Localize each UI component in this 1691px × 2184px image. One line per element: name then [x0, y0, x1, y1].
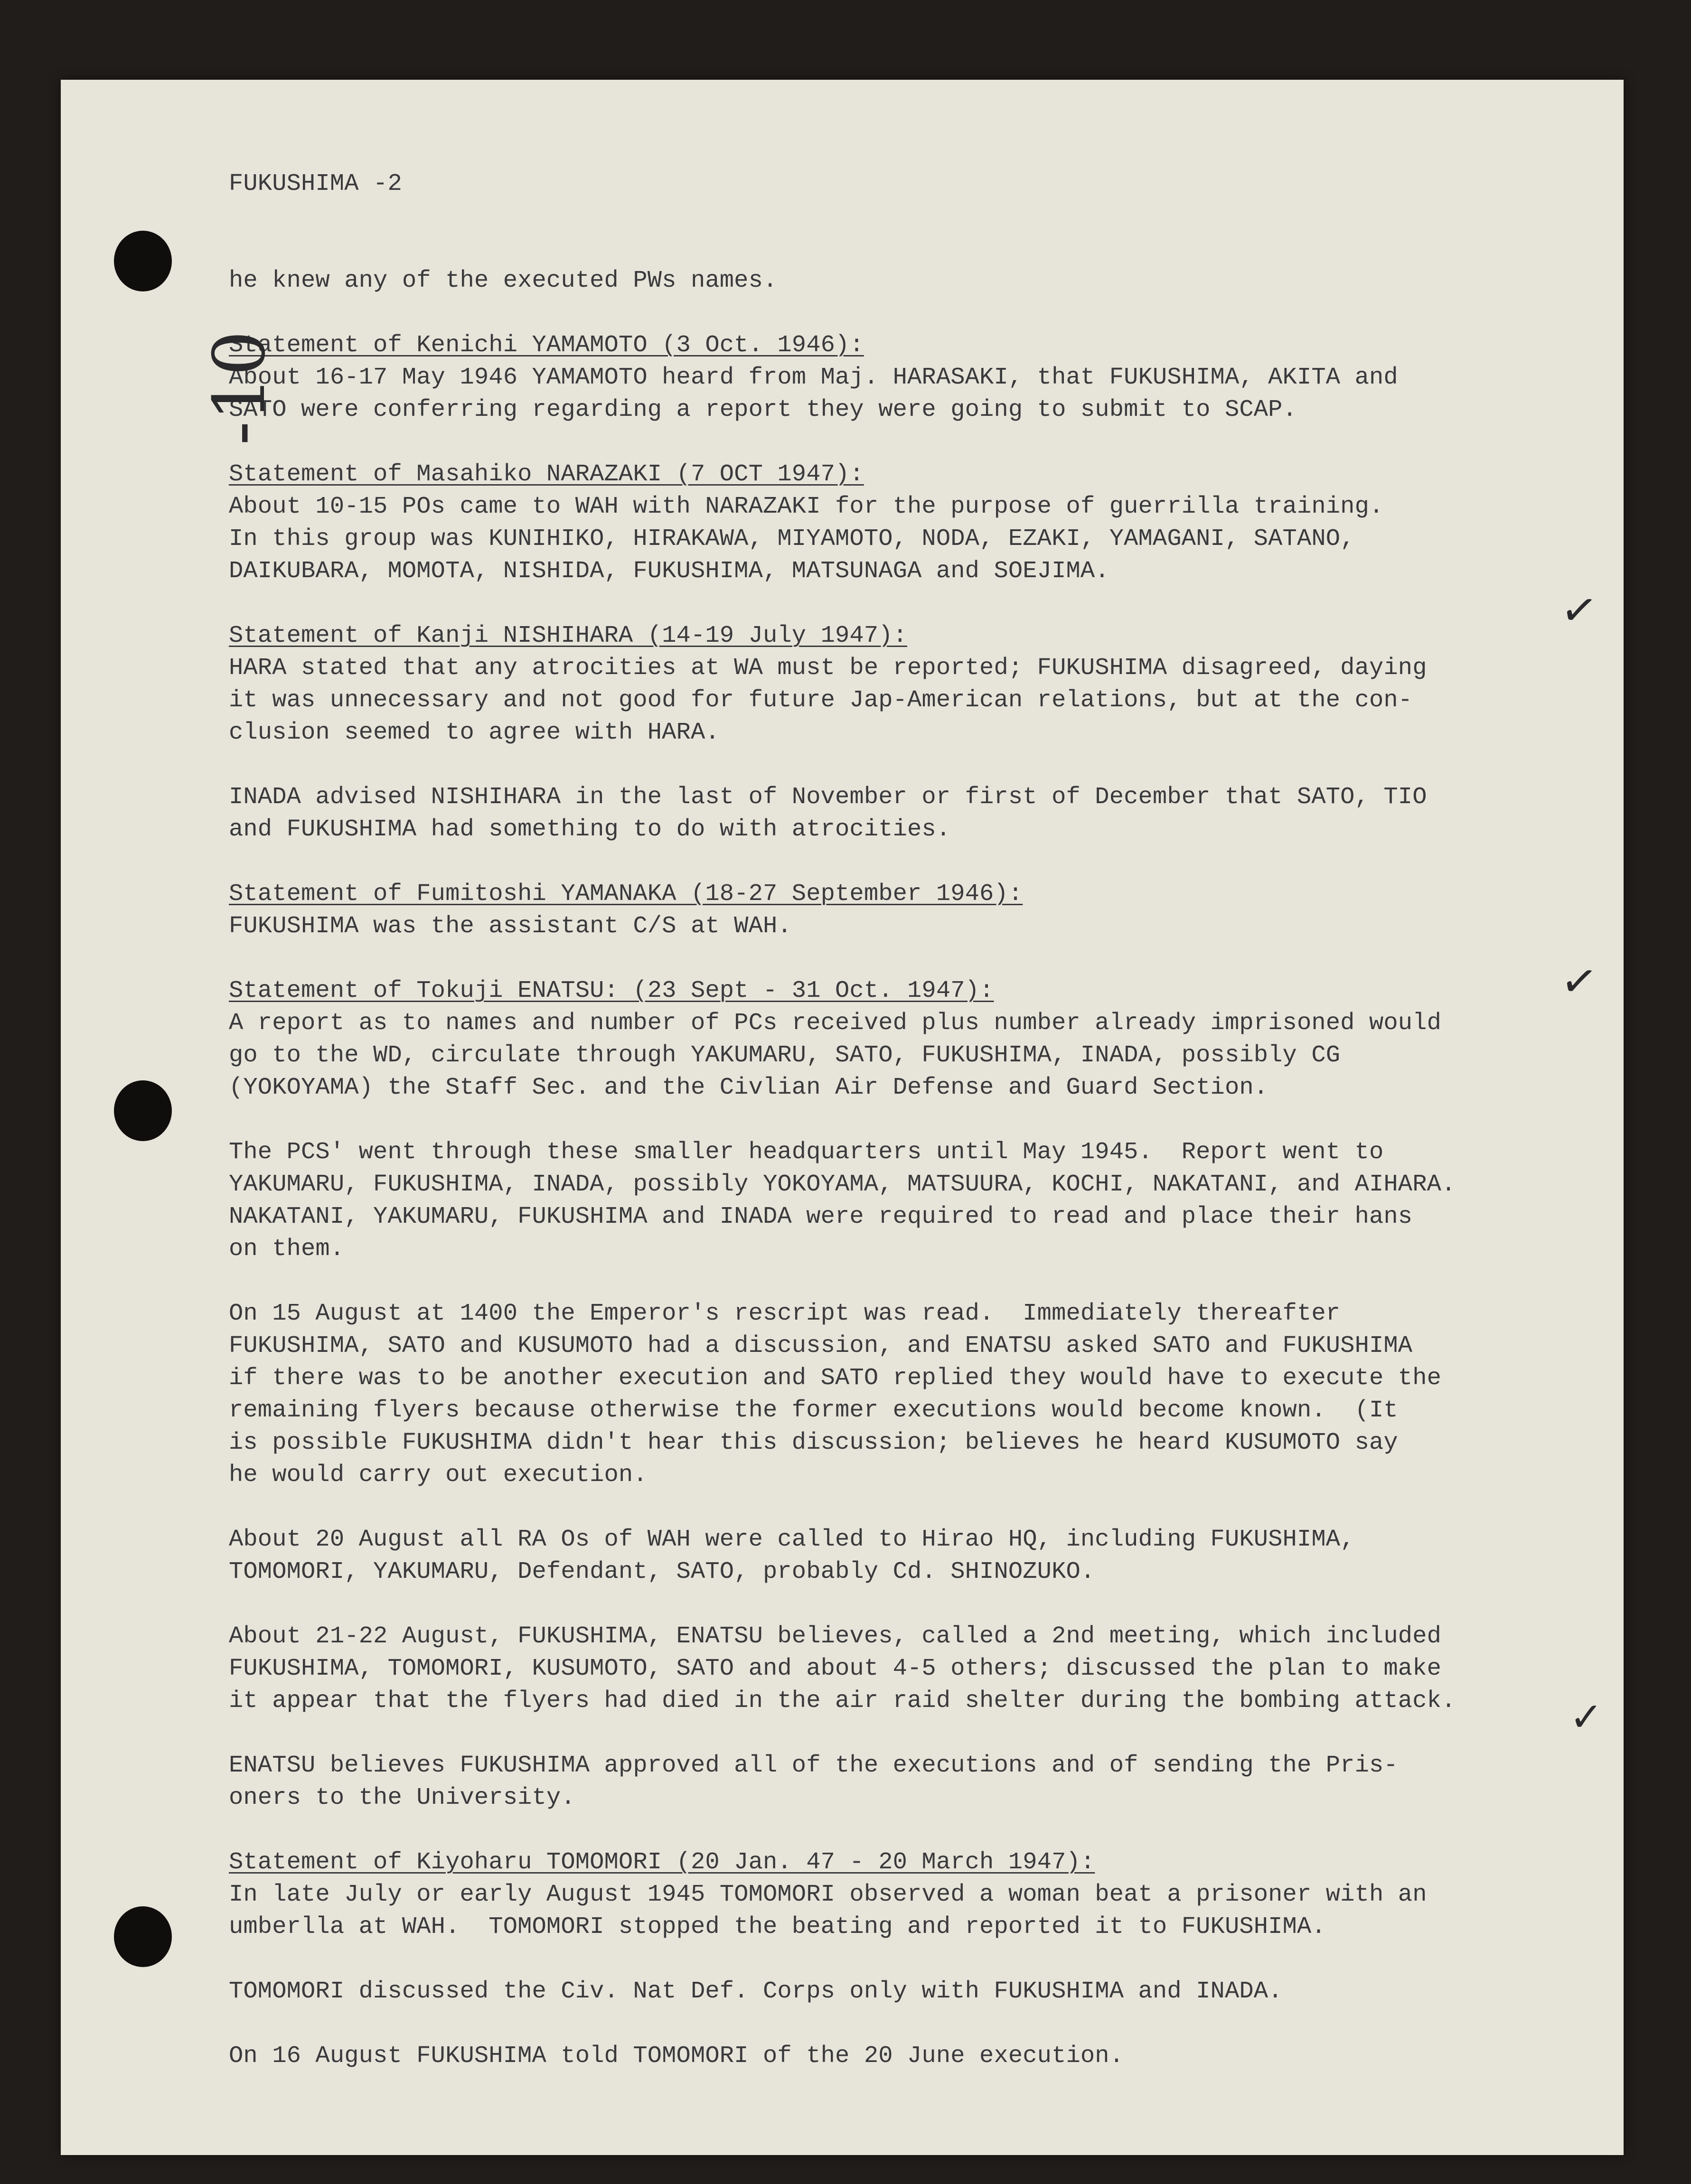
statement-heading: Statement of Kiyoharu TOMOMORI (20 Jan. 47 - 20 March 1947):	[229, 1849, 1095, 1876]
handwritten-check-mark: ✓	[1557, 582, 1601, 638]
text-line: FUKUSHIMA was the assistant C/S at WAH.	[229, 913, 792, 940]
text-line: About 10-15 POs came to WAH with NARAZAKI for the purpose of guerrilla training.	[229, 493, 1384, 520]
text-line: A report as to names and number of PCs received plus number already imprisoned would	[229, 1010, 1442, 1037]
text-line: YAKUMARU, FUKUSHIMA, INADA, possibly YOKOYAMA, MATSUURA, KOCHI, NAKATANI, and AIHARA.	[229, 1171, 1456, 1198]
blank-line	[229, 943, 1606, 975]
text-line: FUKUSHIMA, TOMOMORI, KUSUMOTO, SATO and about 4-5 others; discussed the plan to make	[229, 1655, 1442, 1682]
blank-line	[229, 297, 1606, 329]
statement-heading: Statement of Fumitoshi YAMANAKA (18-27 September 1946):	[229, 881, 1023, 908]
text-line: On 16 August FUKUSHIMA told TOMOMORI of the 20 June execution.	[229, 2043, 1124, 2070]
handwritten-check-mark: ✓	[1569, 1694, 1603, 1740]
text-line: clusion seemed to agree with HARA.	[229, 719, 720, 746]
blank-line	[229, 1104, 1606, 1136]
statement-heading: Statement of Kenichi YAMAMOTO (3 Oct. 1946):	[229, 332, 864, 359]
text-line: (YOKOYAMA) the Staff Sec. and the Civlian Air Defense and Guard Section.	[229, 1074, 1268, 1101]
text-line: In this group was KUNIHIKO, HIRAKAWA, MIYAMOTO, NODA, EZAKI, YAMAGANI, SATANO,	[229, 525, 1355, 553]
blank-line	[229, 588, 1606, 620]
text-line: it was unnecessary and not good for future Jap-American relations, but at the con-	[229, 687, 1413, 714]
text-line: is possible FUKUSHIMA didn't hear this discussion; believes he heard KUSUMOTO say	[229, 1429, 1398, 1456]
handwritten-check-mark: ✓	[1557, 954, 1601, 1009]
text-line: remaining flyers because otherwise the former executions would become known. (It	[229, 1397, 1398, 1424]
blank-line	[229, 426, 1606, 459]
handwritten-margin-number: -10	[198, 330, 281, 445]
text-line: SATO were conferring regarding a report they were going to submit to SCAP.	[229, 396, 1297, 423]
blank-line	[229, 1814, 1606, 1847]
text-line: On 15 August at 1400 the Emperor's rescript was read. Immediately thereafter	[229, 1300, 1341, 1327]
blank-line	[229, 1943, 1606, 1976]
text-line: go to the WD, circulate through YAKUMARU, SATO, FUKUSHIMA, INADA, possibly CG	[229, 1042, 1341, 1069]
punch-hole-middle	[114, 1080, 172, 1141]
text-line: About 20 August all RA Os of WAH were called to Hirao HQ, including FUKUSHIMA,	[229, 1526, 1355, 1553]
punch-hole-top	[114, 231, 172, 291]
text-line: oners to the University.	[229, 1784, 575, 1811]
text-line: INADA advised NISHIHARA in the last of November or first of December that SATO, TIO	[229, 784, 1427, 811]
text-line: on them.	[229, 1236, 345, 1263]
document-page	[61, 80, 1624, 2155]
text-line: if there was to be another execution and SATO replied they would have to execute the	[229, 1365, 1442, 1392]
statement-heading: Statement of Masahiko NARAZAKI (7 OCT 1947):	[229, 461, 864, 488]
blank-line	[229, 1491, 1606, 1524]
statement-heading: Statement of Kanji NISHIHARA (14-19 July 1947):	[229, 622, 908, 649]
text-line: In late July or early August 1945 TOMOMORI observed a woman beat a prisoner with an	[229, 1881, 1427, 1908]
page-header: FUKUSHIMA -2	[229, 170, 402, 197]
text-line: About 16-17 May 1946 YAMAMOTO heard from Maj. HARASAKI, that FUKUSHIMA, AKITA and	[229, 364, 1398, 391]
blank-line	[229, 749, 1606, 781]
blank-line	[229, 846, 1606, 878]
text-line: The PCS' went through these smaller headquarters until May 1945. Report went to	[229, 1139, 1384, 1166]
text-line: NAKATANI, YAKUMARU, FUKUSHIMA and INADA were required to read and place their hans	[229, 1203, 1413, 1230]
text-line: HARA stated that any atrocities at WA must be reported; FUKUSHIMA disagreed, daying	[229, 655, 1427, 682]
statement-heading: Statement of Tokuji ENATSU: (23 Sept - 31 Oct. 1947):	[229, 977, 994, 1004]
punch-hole-bottom	[114, 1906, 172, 1967]
text-lines	[229, 265, 1606, 2072]
text-line: ENATSU believes FUKUSHIMA approved all of the executions and of sending the Pris-	[229, 1752, 1398, 1779]
blank-line	[229, 1717, 1606, 1750]
typed-text-body	[229, 103, 1606, 2137]
text-line: TOMOMORI, YAKUMARU, Defendant, SATO, probably Cd. SHINOZUKO.	[229, 1558, 1095, 1585]
text-line: he knew any of the executed PWs names.	[229, 267, 778, 294]
text-line: About 21-22 August, FUKUSHIMA, ENATSU believes, called a 2nd meeting, which included	[229, 1623, 1442, 1650]
text-line: FUKUSHIMA, SATO and KUSUMOTO had a discussion, and ENATSU asked SATO and FUKUSHIMA	[229, 1332, 1413, 1359]
text-line: he would carry out execution.	[229, 1462, 648, 1489]
text-line: TOMOMORI discussed the Civ. Nat Def. Corps only with FUKUSHIMA and INADA.	[229, 1978, 1283, 2005]
blank-line	[229, 1265, 1606, 1298]
text-line: umberlla at WAH. TOMOMORI stopped the beating and reported it to FUKUSHIMA.	[229, 1913, 1326, 1940]
text-line: and FUKUSHIMA had something to do with atrocities.	[229, 816, 951, 843]
text-line: it appear that the flyers had died in the air raid shelter during the bombing attack.	[229, 1687, 1456, 1715]
blank-line	[229, 2008, 1606, 2040]
blank-line	[229, 1588, 1606, 1621]
text-line: DAIKUBARA, MOMOTA, NISHIDA, FUKUSHIMA, MATSUNAGA and SOEJIMA.	[229, 558, 1109, 585]
